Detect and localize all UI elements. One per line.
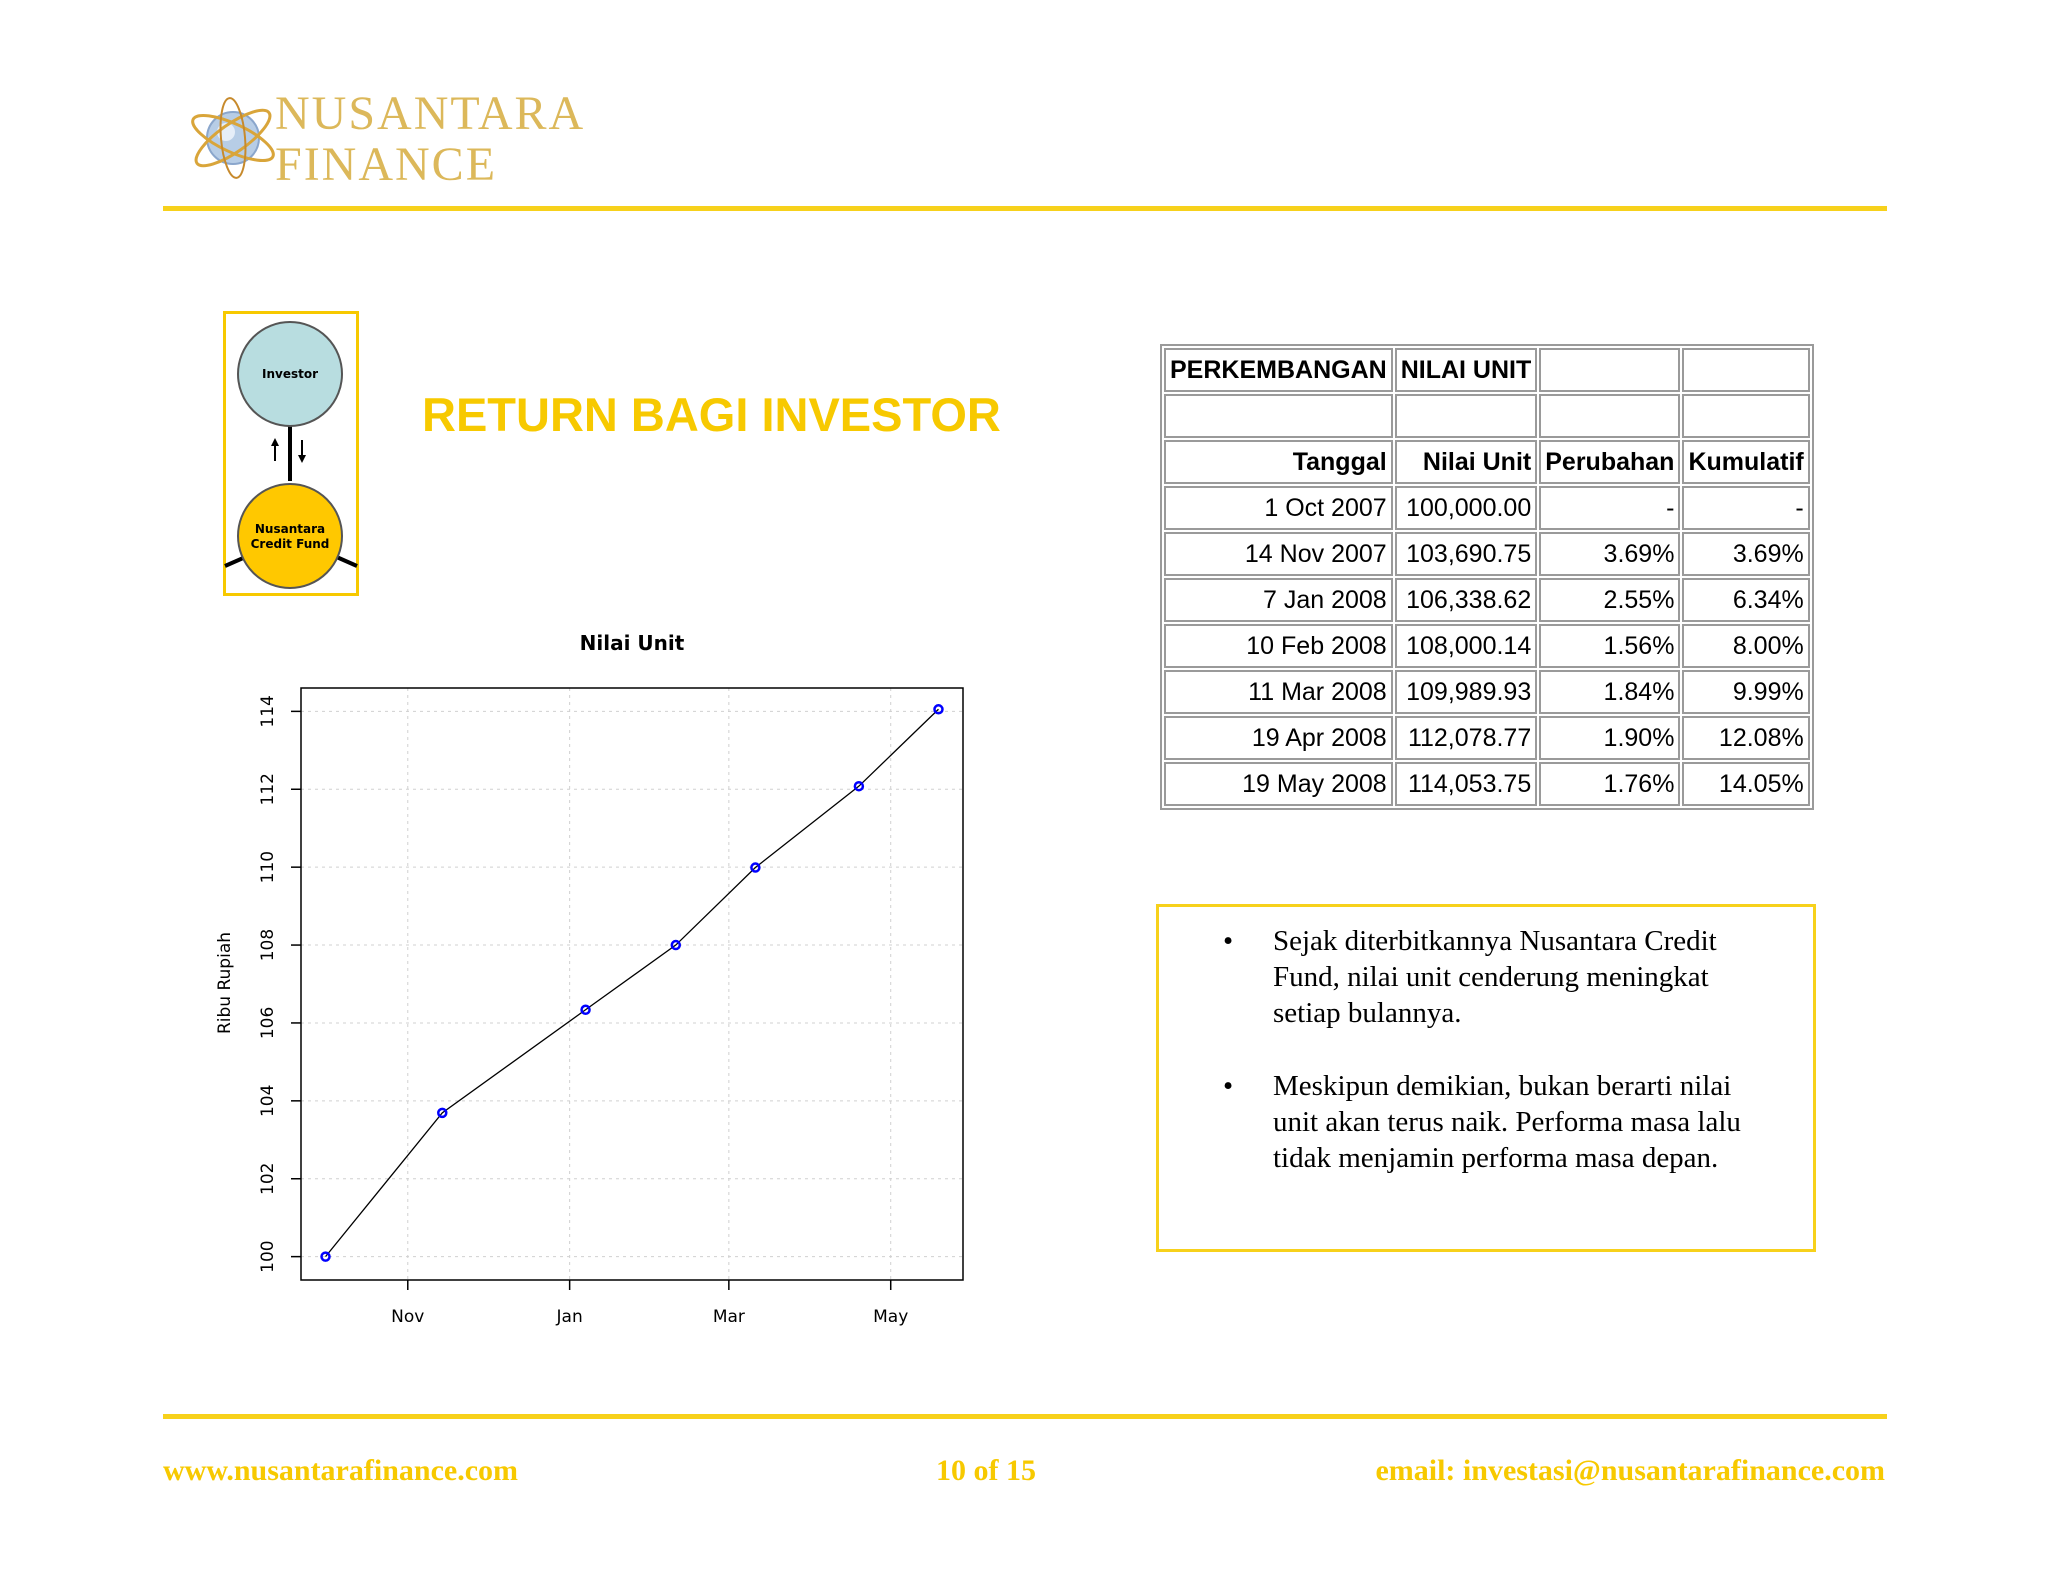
note-line: Fund, nilai unit cenderung meningkat xyxy=(1273,961,1709,993)
column-header-nilai-unit: Nilai Unit xyxy=(1395,440,1538,484)
plot-frame xyxy=(301,688,963,1280)
y-tick-label: 102 xyxy=(258,1162,278,1195)
fund-node xyxy=(238,484,342,588)
investor-node-label: Investor xyxy=(261,367,319,381)
series-line xyxy=(326,709,939,1256)
table-title-cell: PERKEMBANGAN xyxy=(1164,348,1393,392)
chart-svg xyxy=(200,620,1000,1340)
table-title-row xyxy=(1164,348,1810,392)
cell-tanggal: 11 Mar 2008 xyxy=(1164,670,1393,714)
cell-tanggal: 19 Apr 2008 xyxy=(1164,716,1393,760)
table-empty-cell xyxy=(1395,394,1538,438)
fund-node-label-1: Nusantara xyxy=(254,522,326,536)
logo-line-2: FINANCE xyxy=(275,138,498,191)
footer-page-number: 10 of 15 xyxy=(936,1454,1036,1487)
cell-perubahan: 3.69% xyxy=(1539,532,1680,576)
cell-kumulatif: 8.00% xyxy=(1682,624,1809,668)
nilai-unit-table xyxy=(1160,344,1814,810)
note-line: setiap bulannya. xyxy=(1273,997,1462,1029)
table-empty-cell xyxy=(1164,394,1393,438)
chart-y-ticks xyxy=(258,695,301,1273)
column-header-kumulatif: Kumulatif xyxy=(1682,440,1809,484)
note-line: Sejak diterbitkannya Nusantara Credit xyxy=(1273,925,1717,957)
y-tick-label: 104 xyxy=(258,1084,278,1118)
cell-perubahan: 1.76% xyxy=(1539,762,1680,806)
footer-website-link[interactable]: www.nusantarafinance.com xyxy=(163,1454,519,1487)
table-row xyxy=(1164,532,1810,576)
cell-kumulatif: 12.08% xyxy=(1682,716,1809,760)
bullet-icon: • xyxy=(1223,1070,1234,1102)
bullet-icon: • xyxy=(1223,925,1234,957)
table-header-row xyxy=(1164,440,1810,484)
cell-nilai-unit: 103,690.75 xyxy=(1395,532,1538,576)
cell-perubahan: 1.90% xyxy=(1539,716,1680,760)
table-title-cell xyxy=(1539,348,1680,392)
investor-fund-diagram xyxy=(223,311,359,596)
cell-kumulatif: 14.05% xyxy=(1682,762,1809,806)
y-tick-label: 110 xyxy=(258,850,278,884)
note-line: tidak menjamin performa masa depan. xyxy=(1273,1142,1719,1174)
note-line: unit akan terus naik. Performa masa lalu xyxy=(1273,1106,1741,1138)
table-title-cell xyxy=(1682,348,1809,392)
y-tick-label: 108 xyxy=(258,928,278,962)
chart-x-ticks xyxy=(391,1280,908,1327)
table-empty-cell xyxy=(1682,394,1809,438)
chart-series xyxy=(322,705,943,1260)
notes-box xyxy=(1156,904,1816,1252)
fund-node-label-2: Credit Fund xyxy=(250,537,330,551)
cell-tanggal: 10 Feb 2008 xyxy=(1164,624,1393,668)
chart-grid xyxy=(301,688,963,1280)
y-tick-label: 100 xyxy=(258,1240,278,1273)
cell-nilai-unit: 108,000.14 xyxy=(1395,624,1538,668)
table-empty-cell xyxy=(1539,394,1680,438)
x-tick-label: Nov xyxy=(391,1307,425,1327)
y-tick-label: 114 xyxy=(258,695,278,728)
atom-logo-icon xyxy=(178,88,288,198)
logo-line-1: NUSANTARA xyxy=(275,87,586,140)
cell-nilai-unit: 100,000.00 xyxy=(1395,486,1538,530)
column-header-perubahan: Perubahan xyxy=(1539,440,1680,484)
x-tick-label: Jan xyxy=(556,1307,583,1327)
cell-kumulatif: - xyxy=(1682,486,1809,530)
note-line: Meskipun demikian, bukan berarti nilai xyxy=(1273,1070,1732,1102)
column-header-tanggal: Tanggal xyxy=(1164,440,1393,484)
cell-perubahan: 1.84% xyxy=(1539,670,1680,714)
cell-tanggal: 19 May 2008 xyxy=(1164,762,1393,806)
note-item xyxy=(1223,1068,1793,1176)
table-row xyxy=(1164,578,1810,622)
footer-rule xyxy=(163,1414,1887,1419)
page-title: RETURN BAGI INVESTOR xyxy=(422,388,1001,441)
header-rule xyxy=(163,206,1887,211)
cell-perubahan: 1.56% xyxy=(1539,624,1680,668)
table-row xyxy=(1164,716,1810,760)
logo-wordmark xyxy=(275,87,586,192)
cell-tanggal: 14 Nov 2007 xyxy=(1164,532,1393,576)
cell-tanggal: 1 Oct 2007 xyxy=(1164,486,1393,530)
cell-kumulatif: 6.34% xyxy=(1682,578,1809,622)
table-row xyxy=(1164,624,1810,668)
nilai-unit-chart xyxy=(200,620,1000,1340)
cell-kumulatif: 3.69% xyxy=(1682,532,1809,576)
x-tick-label: Mar xyxy=(712,1307,745,1327)
cell-nilai-unit: 112,078.77 xyxy=(1395,716,1538,760)
y-tick-label: 112 xyxy=(258,773,278,806)
chart-y-axis-label: Ribu Rupiah xyxy=(215,931,235,1035)
cell-perubahan: - xyxy=(1539,486,1680,530)
table-title-cell: NILAI UNIT xyxy=(1395,348,1538,392)
table-row xyxy=(1164,670,1810,714)
table-row xyxy=(1164,762,1810,806)
x-tick-label: May xyxy=(873,1307,909,1327)
table-row xyxy=(1164,486,1810,530)
chart-title: Nilai Unit xyxy=(579,631,685,655)
note-item xyxy=(1223,923,1793,1031)
cell-nilai-unit: 106,338.62 xyxy=(1395,578,1538,622)
table-spacer-row xyxy=(1164,394,1810,438)
y-tick-label: 106 xyxy=(258,1006,278,1040)
cell-nilai-unit: 114,053.75 xyxy=(1395,762,1538,806)
cell-nilai-unit: 109,989.93 xyxy=(1395,670,1538,714)
cell-kumulatif: 9.99% xyxy=(1682,670,1809,714)
cell-perubahan: 2.55% xyxy=(1539,578,1680,622)
footer-email-link[interactable]: email: investasi@nusantarafinance.com xyxy=(1375,1454,1885,1487)
cell-tanggal: 7 Jan 2008 xyxy=(1164,578,1393,622)
